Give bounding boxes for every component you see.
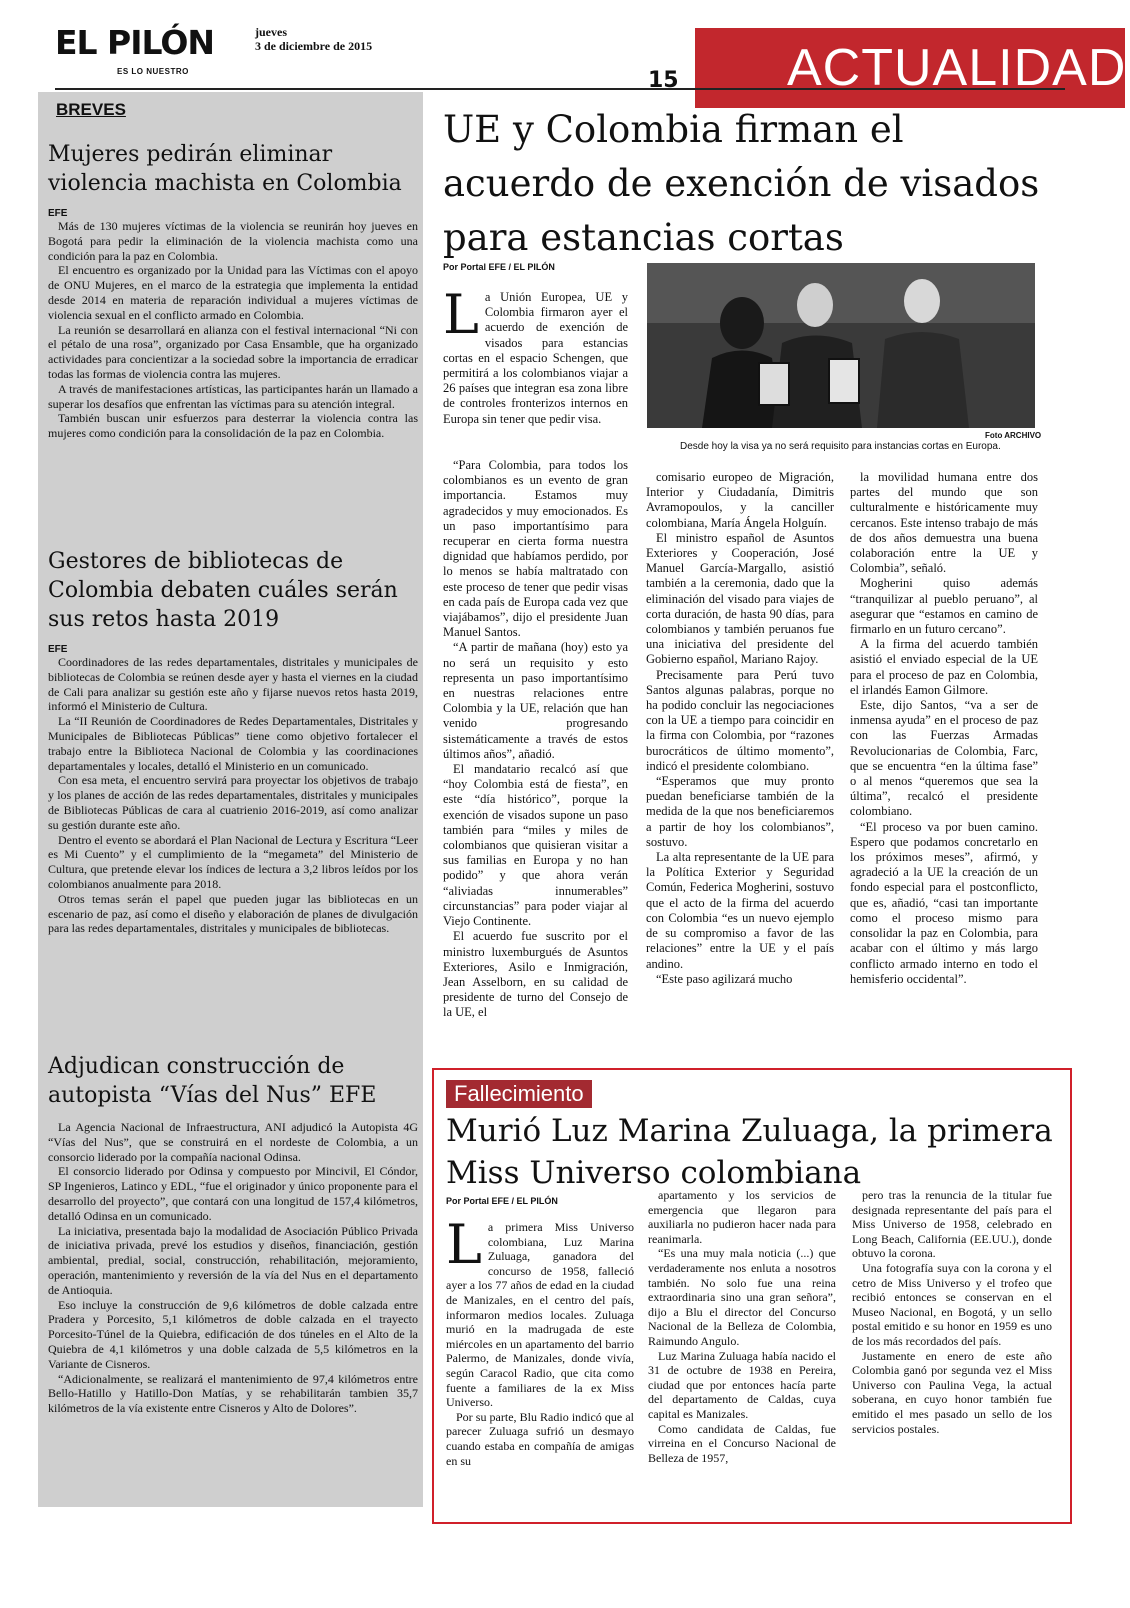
main-paragraph: A la firma del acuerdo también asistió el enviado especial de la UE para el proceso de paz en Colombia, el irlandés Eamon Gilmore. bbox=[850, 637, 1038, 697]
obituary-paragraph: “Es una muy mala noticia (...) que verdaderamente nos enluta a nosotros también. No solo fue una reina extraordinaria sino una gran señora”, dijo a Blu el director del Concurso Nacional de la Belleza de Colombia, Raimundo Angulo. bbox=[648, 1246, 836, 1348]
brief-paragraph: Dentro el evento se abordará el Plan Nacional de Lectura y Escritura “Leer es Mi Cuento” y el cumplimiento de la “megameta” del Ministerio de Cultura, que pretende elevar los índices de lectura a 3,2 libros leídos por los colombianos anualmente para 2018. bbox=[48, 832, 418, 891]
brief-headline: Adjudican construcción de autopista “Vías del Nus” EFE bbox=[48, 1054, 377, 1108]
main-headline: UE y Colombia firman el acuerdo de exención de visados para estancias cortas bbox=[443, 108, 1040, 259]
main-paragraph: la movilidad humana entre dos partes del mundo que son culturalmente e históricamente muy cercanos. Este intenso trabajo de más de dos años demuestra una buena colaboración entre la UE y Colombia”, señaló. bbox=[850, 470, 1038, 576]
main-paragraph: El mandatario recalcó así que “hoy Colombia está de fiesta”, en este “día histórico”, porque la exención de visados supone un paso también para “miles y miles de colombianos que quisieran visitar a sus familias en Europa y no han podido” y que ahora verán “aliviadas innumerables” circunstancias” para poder viajar al Viejo Continente. bbox=[443, 762, 628, 929]
brief-paragraph: El encuentro es organizado por la Unidad para las Víctimas con el apoyo de ONU Mujeres, en el marco de la estrategia que implementa la entidad desde 2014 en materia de reparación individual a mujeres víctimas de violencia sexual en el conflicto armado en Colombia. bbox=[48, 263, 418, 322]
main-paragraph: La alta representante de la UE para la Política Exterior y Seguridad Común, Federica Mogherini, sostuvo que el acto de la firma del acuerdo con Colombia “es un nuevo ejemplo de su compromiso a favor de las relaciones” entre la UE y el país andino. bbox=[646, 850, 834, 971]
page-number: 15 bbox=[648, 68, 679, 93]
signing-photo bbox=[647, 263, 1035, 428]
issue-weekday: jueves bbox=[255, 25, 287, 39]
section-banner bbox=[695, 28, 1125, 108]
obituary-column-2 bbox=[648, 1188, 836, 1465]
obituary-byline: Por Portal EFE / EL PILÓN bbox=[446, 1196, 558, 1206]
brief-headline: Mujeres pedirán eliminar violencia machista en Colombia bbox=[48, 142, 402, 196]
main-paragraph: “Este paso agilizará mucho bbox=[656, 971, 793, 986]
signing-photo-illustration bbox=[647, 263, 1035, 428]
brief-paragraph: También buscan unir esfuerzos para desterrar la violencia contra las mujeres como condición para la consolidación de la paz en Colombia. bbox=[48, 411, 418, 441]
brief-paragraph: A través de manifestaciones artísticas, las participantes harán un llamado a superar los desafíos que enfrentan las víctimas para su atención integral. bbox=[48, 381, 418, 411]
main-column-3 bbox=[850, 470, 1038, 987]
main-paragraph: Este, dijo Santos, “va a ser de inmensa ayuda” en el proceso de paz con las Fuerzas Armadas Revolucionarias de Colombia, Farc, que se encuentra “en la última fase” o al menos “queremos que sea la última”, recalcó el presidente colombiano. bbox=[850, 698, 1038, 819]
brief-paragraph: La reunión se desarrollará en alianza con el festival internacional “Ni con el pétalo de una rosa”, organizado por Casa Ensamble, que ha organizado actividades para concientizar a la sociedad sobre la importancia de erradicar todas las formas de violencia contra las mujeres. bbox=[48, 322, 418, 381]
obituary-box bbox=[432, 1068, 1072, 1524]
main-dropcap: L bbox=[443, 283, 479, 346]
obituary-paragraph: pero tras la renuncia de la titular fue designada representante del país para el Miss Universo de 1958, celebrado en Long Beach, California (EE.UU.), donde obtuvo la corona. bbox=[852, 1188, 1052, 1261]
obituary-paragraph: Como candidata de Caldas, fue virreina en el Concurso Nacional de Belleza de 1957, bbox=[648, 1421, 836, 1465]
brief-headline: Gestores de bibliotecas de Colombia debaten cuáles serán sus retos hasta 2019 bbox=[48, 549, 398, 632]
obituary-paragraph: Una fotografía suya con la corona y el cetro de Miss Universo y el trofeo que recibió entonces se conservan en el Museo Nacional, en Bogotá, y un sello postal emitido e su honor en 1959 es uno de los más recordados del país. bbox=[852, 1260, 1052, 1348]
main-paragraph: “Esperamos que muy pronto puedan beneficiarse también de la medida de la que nos beneficiaremos a partir de hoy los colombianos”, sostuvo. bbox=[646, 774, 834, 849]
newspaper-logo: EL PILÓN bbox=[55, 23, 215, 62]
brief-paragraph: Coordinadores de las redes departamentales, distritales y municipales de bibliotecas de Colombia se reúnen desde ayer y hasta el viernes en la ciudad de Cali para analizar su gestión este año y fijarse nuevos retos hasta 2019, informó el Ministerio de Cultura. bbox=[48, 655, 418, 714]
main-paragraph: “El proceso va por buen camino. Espero que podamos concretarlo en los próximos meses”, afirmó, y agradeció a la UE la creación de un fondo especial para el postconflicto, que es, añadió, “casi tan importante como el proceso mismo para consolidar la paz en Colombia, para acabar con el último y más largo conflicto armado interno en todo el hemisferio occidental”. bbox=[850, 819, 1038, 986]
obituary-paragraph: Justamente en enero de este año Colombia ganó por segunda vez el Miss Universo con Paulina Vega, la actual soberana, en cuyo honor también fue emitido el mes pasado un sello de los servicios postales. bbox=[852, 1348, 1052, 1436]
main-paragraph: comisario europeo de Migración, Interior y Ciudadanía, Dimitris Avramopoulos, y la canciller colombiana, María Ángela Holguín. bbox=[646, 470, 834, 530]
brief-paragraph: La iniciativa, presentada bajo la modalidad de Asociación Público Privada de iniciativa privada, prevé los estudios y diseños, financiación, gestión ambiental, predial, social, construcción, rehabilitación, mejoramiento, operación, mantenimiento y reversión de la vía del Nus en el departamento de Antioquia. bbox=[48, 1223, 418, 1297]
photo-credit: Foto ARCHIVO bbox=[985, 431, 1042, 440]
main-byline: Por Portal EFE / EL PILÓN bbox=[443, 262, 555, 272]
photo-caption: Desde hoy la visa ya no será requisito para instancias cortas en Europa. bbox=[680, 441, 1001, 452]
breves-tag: BREVES bbox=[56, 100, 126, 119]
obituary-dropcap: L bbox=[446, 1213, 482, 1276]
brief-article-3 bbox=[48, 1052, 418, 1416]
brief-article-1 bbox=[48, 140, 418, 441]
obituary-paragraph: apartamento y los servicios de emergencia que llegaron para auxiliarla no pudieron hacer nada para reanimarla. bbox=[648, 1188, 836, 1246]
brief-paragraph: “Adicionalmente, se realizará el mantenimiento de 97,4 kilómetros entre Bello-Hatillo y Hatillo-Don Matías, y se rehabilitarán tambien 35,7 kilómetros de la vía existente entre Cisneros y Alto de Dolores”. bbox=[48, 1371, 418, 1416]
main-paragraph: El acuerdo fue suscrito por el ministro luxemburgués de Asuntos Exteriores, Asilo e Inmigración, Jean Asselborn, en su calidad de presidente de turno del Consejo de la UE, el bbox=[443, 929, 628, 1020]
brief-agency: EFE bbox=[48, 644, 68, 655]
brief-paragraph: Más de 130 mujeres víctimas de la violencia se reunirán hoy jueves en Bogotá para pedir la eliminación de la violencia machista como una condición para la paz en Colombia. bbox=[48, 219, 418, 263]
main-lead-text: a Unión Europea, UE y Colombia firmaron ayer el acuerdo de exención de visados para estancias cortas en el espacio Schengen, que permitirá a los colombianos viajar a 26 países que integran esa zona libre de controles fronterizos internos en Europa sin tener que pedir visa. bbox=[443, 290, 628, 426]
brief-agency: EFE bbox=[48, 208, 68, 219]
brief-paragraph: El consorcio liderado por Odinsa y compuesto por Mincivil, El Cóndor, SP Ingenieros, Latinco y EDL, “fue el originador y único proponente para el desarrollo del proyecto”, que contará con una longitud de 157,4 kilómetros, detalló Odinsa en un comunicado. bbox=[48, 1164, 418, 1223]
brief-paragraph: La “II Reunión de Coordinadores de Redes Departamentales, Distritales y Municipales de Bibliotecas Públicas” tiene como objetivo fortalecer el trabajo entre la Biblioteca Nacional de Colombia y las coordinaciones departamentales y locales, detalló el Ministerio en un comunicado. bbox=[48, 714, 418, 773]
issue-date-text: 3 de diciembre de 2015 bbox=[255, 39, 373, 53]
obituary-paragraph: Luz Marina Zuluaga había nacido el 31 de octubre de 1938 en Pereira, ciudad que por entonces hacía parte del departamento de Caldas, cuya capital es Manizales. bbox=[648, 1348, 836, 1421]
issue-date bbox=[255, 25, 372, 53]
brief-paragraph: Con esa meta, el encuentro servirá para proyectar los objetivos de trabajo y los planes de acción de las redes departamentales, distritales y municipales de Bibliotecas Públicas de cara al cuatrienio 2016-2019, así como analizar su gestión durante este año. bbox=[48, 773, 418, 832]
masthead bbox=[55, 20, 1127, 97]
obituary-paragraph: a primera Miss Universo colombiana, Luz Marina Zuluaga, ganadora del concurso de 1958, falleció ayer a los 77 años de edad en la ciudad de Manizales, en el centro del país, informaron medios locales. Zuluaga murió en la madrugada de este miércoles en un apartamento del barrio Palermo, de Manizales, donde vivía, según Caracol Radio, que cita como fuente a familiares de la ex Miss Universo. bbox=[446, 1220, 634, 1410]
main-paragraph: Mogherini quiso además “tranquilizar al pueblo peruano”, al asegurar que “estamos en camino de firmarlo en un futuro cercano”. bbox=[850, 576, 1038, 637]
main-column-2 bbox=[646, 470, 834, 987]
main-paragraph: Precisamente para Perú tuvo Santos algunas palabras, porque no ha podido concluir las negociaciones con la UE a tiempo para coincidir en la firma con Colombia, por “razones burocráticos de último momento”, indicó el presidente colombiano. bbox=[646, 667, 834, 773]
brief-paragraph: Eso incluye la construcción de 9,6 kilómetros de doble calzada entre Pradera y Porcesito, 5,1 kilómetros de doble calzada en el trayecto Porcesito-Túnel de la Quiebra, edificación de dos túneles en el Alto de la Quiebra de 4,1 kilómetros y una doble calzada de 5,5 kilómetros en la Variante de Cisneros. bbox=[48, 1297, 418, 1371]
brief-paragraph: La Agencia Nacional de Infraestructura, ANI adjudicó la Autopista 4G “Vías del Nus”, que se construirá en el nordeste de Colombia, a un consorcio liderado por la compañía nacional Odinsa. bbox=[48, 1120, 418, 1164]
main-paragraph: “A partir de mañana (hoy) esto ya no será un requisito y esto representa un paso importantísimo en nuestras relaciones entre Colombia y la UE, relación que han venido progresando sistemáticamente a través de estos últimos años”, añadió. bbox=[443, 640, 628, 761]
main-lead bbox=[443, 283, 628, 427]
brief-paragraph: Otros temas serán el papel que pueden jugar las bibliotecas en un escenario de paz, así como el diseño y elaboración de planes de divulgación para las redes departamentales, distritales y municipales de bibliotecas. bbox=[48, 891, 418, 936]
obituary-column-3 bbox=[852, 1188, 1052, 1436]
main-paragraph: El ministro español de Asuntos Exteriores y Cooperación, José Manuel García-Margallo, asistió también a la ceremonia, dado que la eliminación del visado para viajes de corta duración, de hasta 90 días, para colombianos y también peruanos fue una iniciativa del presidente del Gobierno español, Mariano Rajoy. bbox=[646, 530, 834, 667]
obituary-column-1 bbox=[446, 1213, 634, 1468]
main-column-1 bbox=[443, 458, 628, 1021]
section-title: ACTUALIDAD bbox=[787, 39, 1127, 97]
obituary-paragraph: Por su parte, Blu Radio indicó que al parecer Zuluaga sufrió un desmayo cuando estaba en compañía de amigas en su bbox=[446, 1409, 634, 1468]
newspaper-slogan: ES LO NUESTRO bbox=[117, 67, 189, 76]
masthead-rule bbox=[55, 88, 1065, 90]
brief-article-2 bbox=[48, 547, 418, 936]
breves-column bbox=[38, 92, 423, 1507]
obituary-headline: Murió Luz Marina Zuluaga, la primera Miss Universo colombiana bbox=[446, 1113, 1053, 1191]
obituary-tag: Fallecimiento bbox=[446, 1080, 592, 1108]
main-paragraph: “Para Colombia, para todos los colombianos es un evento de gran importancia. Estamos muy agradecidos y muy emocionados. Es un paso importantísimo para recuperar en cierta forma nuestra dignidad que habíamos perdido, por lo menos se había maltratado con este proceso de tener que pedir visas en cada país de Europa cada vez que viajábamos”, dijo el presidente Juan Manuel Santos. bbox=[443, 458, 628, 640]
